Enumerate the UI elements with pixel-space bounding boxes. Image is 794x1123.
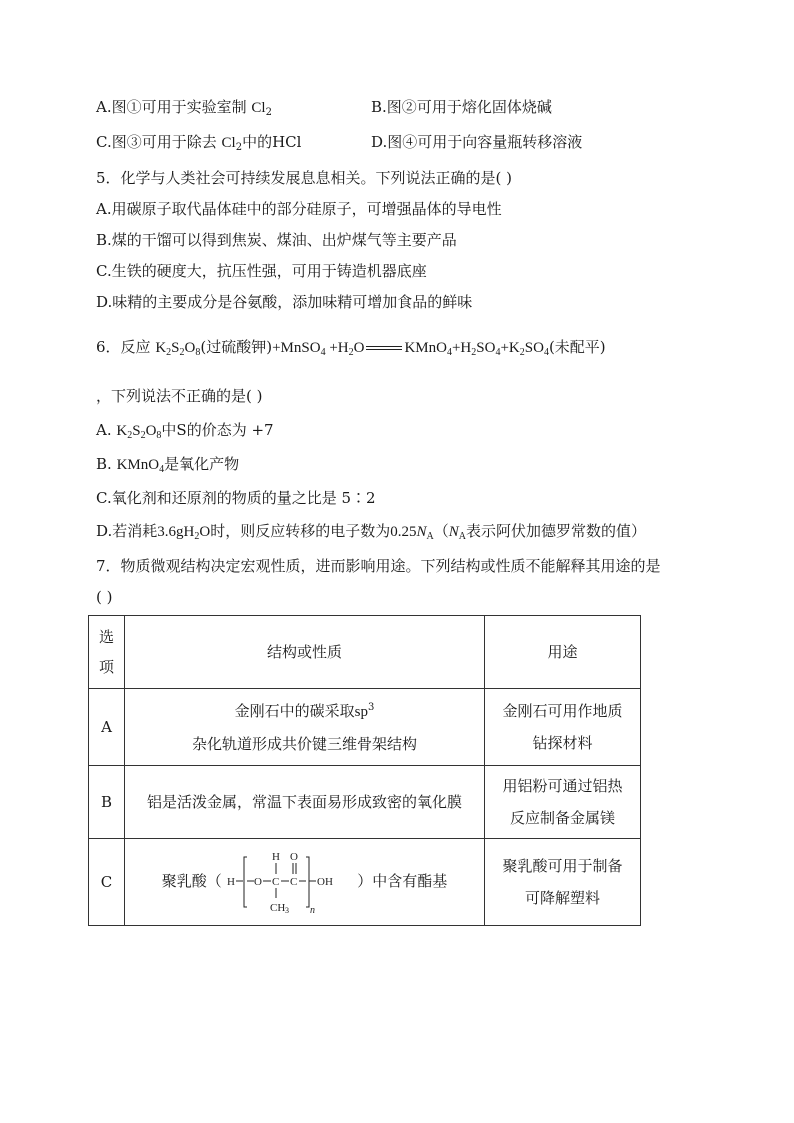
q5-option-c: C.生铁的硬度大，抗压性强，可用于铸造机器底座 [96,262,427,280]
header-use: 用途 [485,616,641,689]
q7-stem-paren: ( ) [96,588,113,606]
table-row [89,839,641,926]
q6-option-b: B. KMnO$_4$是氧化产物 [96,455,240,475]
row-structure: 金刚石中的碳采取$sp^3$ 杂化轨道形成共价键三维骨架结构 [125,689,485,766]
svg-text:C: C [289,876,297,888]
row-structure: 聚乳酸（ H O C H CH 3 C O OH n ）中含有酯基 [125,839,485,926]
q5-option-d: D.味精的主要成分是谷氨酸，添加味精可增加食品的鲜味 [96,293,473,311]
svg-text:H: H [226,876,235,888]
q4-option-a: A.图①可用于实验室制 $Cl_2$ [96,98,272,118]
row-use: 聚乳酸可用于制备 可降解塑料 [485,839,641,926]
q6-option-d: D.若消耗$3.6gH_2O$时，则反应转移的电子数为$0.25N_A(N_A$表示阿伏加德罗常数的值） [96,522,646,542]
q7-table [88,615,641,926]
q6-stem: 6．反应 $K_2S_2O_8$(过硫酸钾)+MnSO$_4$ $+H_2O$ $KMnO_4+H_2SO_4+K_2SO_4$(未配平) [96,338,606,358]
svg-text:OH: OH [316,876,333,888]
row-structure: 铝是活泼金属，常温下表面易形成致密的氧化膜 [125,766,485,839]
svg-text:H: H [271,851,280,863]
q7-stem: 7．物质微观结构决定宏观性质，进而影响用途。下列结构或性质不能解释其用途的是 [96,557,661,575]
equals-arrow [366,346,402,350]
svg-text:CH: CH [269,902,285,914]
q6-stem-cont: ，下列说法不正确的是( ) [96,387,263,405]
row-option: A [89,689,125,766]
row-use: 金刚石可用作地质 钻探材料 [485,689,641,766]
row-option: B [89,766,125,839]
table-row [89,689,641,766]
table-row [89,766,641,839]
svg-text:O: O [289,851,298,863]
q4-option-b: B.图②可用于熔化固体烧碱 [371,98,552,116]
q6-option-c: C.氧化剂和还原剂的物质的量之比是 5∶2 [96,489,376,507]
header-structure: 结构或性质 [125,616,485,689]
q4-option-d: D.图④可用于向容量瓶转移溶液 [371,133,583,151]
row-use: 用铝粉可通过铝热 反应制备金属镁 [485,766,641,839]
svg-text:O: O [253,876,262,888]
q6-option-a: A. $K_2S_2O_8$中S的价态为 +7 [96,421,274,441]
table-header-row [89,616,641,689]
row-option: C [89,839,125,926]
svg-text:C: C [271,876,279,888]
svg-text:3: 3 [284,906,289,915]
q5-option-a: A.用碳原子取代晶体硅中的部分硅原子，可增强晶体的导电性 [96,200,502,218]
q5-stem: 5．化学与人类社会可持续发展息息相关。下列说法正确的是( ) [96,169,513,187]
q4-option-c: C.图③可用于除去 $Cl_2$中的HCl [96,133,302,153]
svg-text:n: n [309,905,315,915]
q5-option-b: B.煤的干馏可以得到焦炭、煤油、出炉煤气等主要产品 [96,231,457,249]
header-option: 选 项 [89,616,125,689]
polylactic-acid-structure-formula [227,849,353,915]
